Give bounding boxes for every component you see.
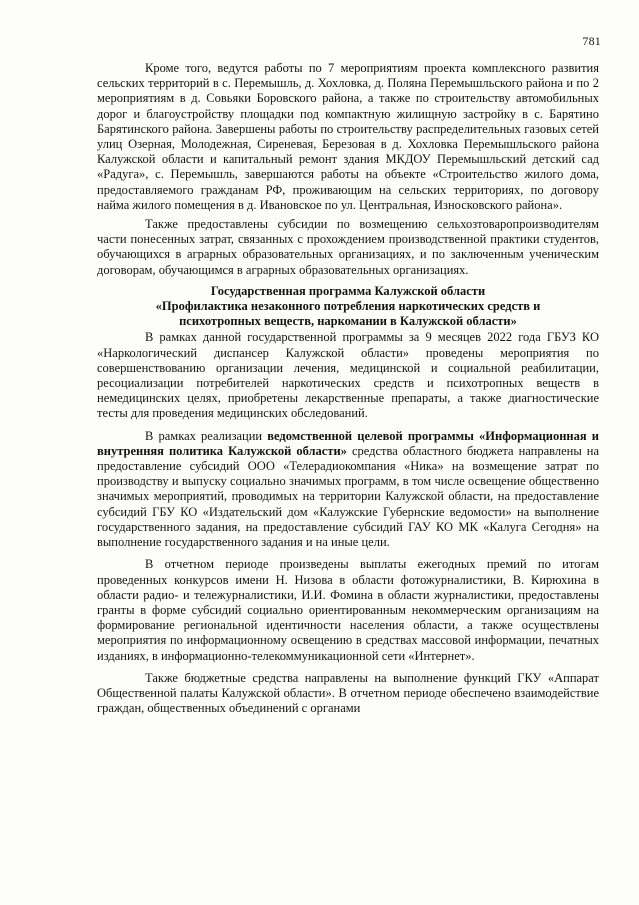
page-number: 781 bbox=[582, 34, 601, 48]
paragraph-information-policy bbox=[97, 429, 599, 551]
document-body bbox=[97, 61, 599, 716]
heading-line-1: Государственная программа Калужской области bbox=[210, 283, 486, 298]
paragraph-narcology: В рамках данной государственной программы за 9 месяцев 2022 года ГБУЗ КО «Наркологический диспансер Калужской области» проведены мероприятия по совершенствованию организации лечения, медицинской и социальной реабилитации, ресоциализации потребителей наркотических средств и психотропных веществ в немедицинских целях, приобретены лекарственные препараты, а также диагностические тесты для проведения медицинских обследований. bbox=[97, 330, 599, 421]
paragraph-public-chamber: Также бюджетные средства направлены на выполнение функций ГКУ «Аппарат Общественной палаты Калужской области». В отчетном периоде обеспечено взаимодействие граждан, общественных объединений с органами bbox=[97, 670, 599, 716]
paragraph-agri-subsidies: Также предоставлены субсидии по возмещению сельхозтоваропроизводителям части понесенных затрат, связанных с прохождением производственной практики студентов, обучающихся в аграрных образовательных организациях, и по заключенным ученическим договорам, обучающимся в аграрных образовательных организациях. bbox=[97, 217, 599, 277]
program-name-bold: ведомственной целевой программы «Информационная и внутренняя политика Калужской области» bbox=[97, 428, 599, 458]
heading-line-2: «Профилактика незаконного потребления наркотических средств и bbox=[155, 299, 541, 314]
paragraph-journalism-awards: В отчетном периоде произведены выплаты ежегодных премий по итогам проведенных конкурсов имени Н. Низова в области фотожурналистики, В. Кирюхина в области радио- и тележурналистики, И.И. Фомина в области журналистики, предоставлены гранты в форме субсидий социально ориентированным некоммерческим организациям на формирование региональной идентичности населения области, а также осуществлены мероприятия по информационному освещению в средствах массовой информации, печатных изданиях, в информационно-телекоммуникационной сети «Интернет». bbox=[97, 557, 599, 663]
paragraph-rural-development: Кроме того, ведутся работы по 7 мероприятиям проекта комплексного развития сельских территорий в с. Перемышль, д. Хохловка, д. Поляна Перемышльского района и по 2 мероприятиям в д. Совьяки Боровского района, а также по строительству автомобильных дорог и благоустройству площадки под компактную жилищную застройку в с. Барятино Барятинского района. Завершены работы по строительству распределительных газовых сетей улиц Озерная, Молодежная, Сиреневая, Березовая в д. Хохловка Перемышльского района Калужской области и капитальный ремонт здания МКДОУ Перемышльский детский сад «Радуга», с. Перемышль, завершаются работы на объекте «Строительство жилого дома, предоставляемого гражданам РФ, проживающим на сельских территориях, по договору найма жилого помещения в д. Ивановское по ул. Центральная, Износковского района». bbox=[97, 61, 599, 212]
paragraph-text-end: средства областного бюджета направлены на предоставление субсидий ООО «Телерадиокомпания «Ника» на возмещение затрат по производству и выпуску социально значимых программ, в том числе освещение общественно значимых мероприятий, проводимых на территории Калужской области, на предоставление субсидий ГБУ КО «Издательский дом «Калужские Губернские ведомости» на выполнение государственного задания, на предоставление субсидий ГАУ КО МК «Калуга Сегодня» на выполнение государственного задания и на иные цели. bbox=[97, 443, 600, 550]
heading-line-3: психотропных веществ, наркомании в Калужской области» bbox=[179, 314, 517, 329]
paragraph-text-start: В рамках реализации bbox=[145, 428, 268, 443]
section-heading bbox=[97, 284, 599, 330]
